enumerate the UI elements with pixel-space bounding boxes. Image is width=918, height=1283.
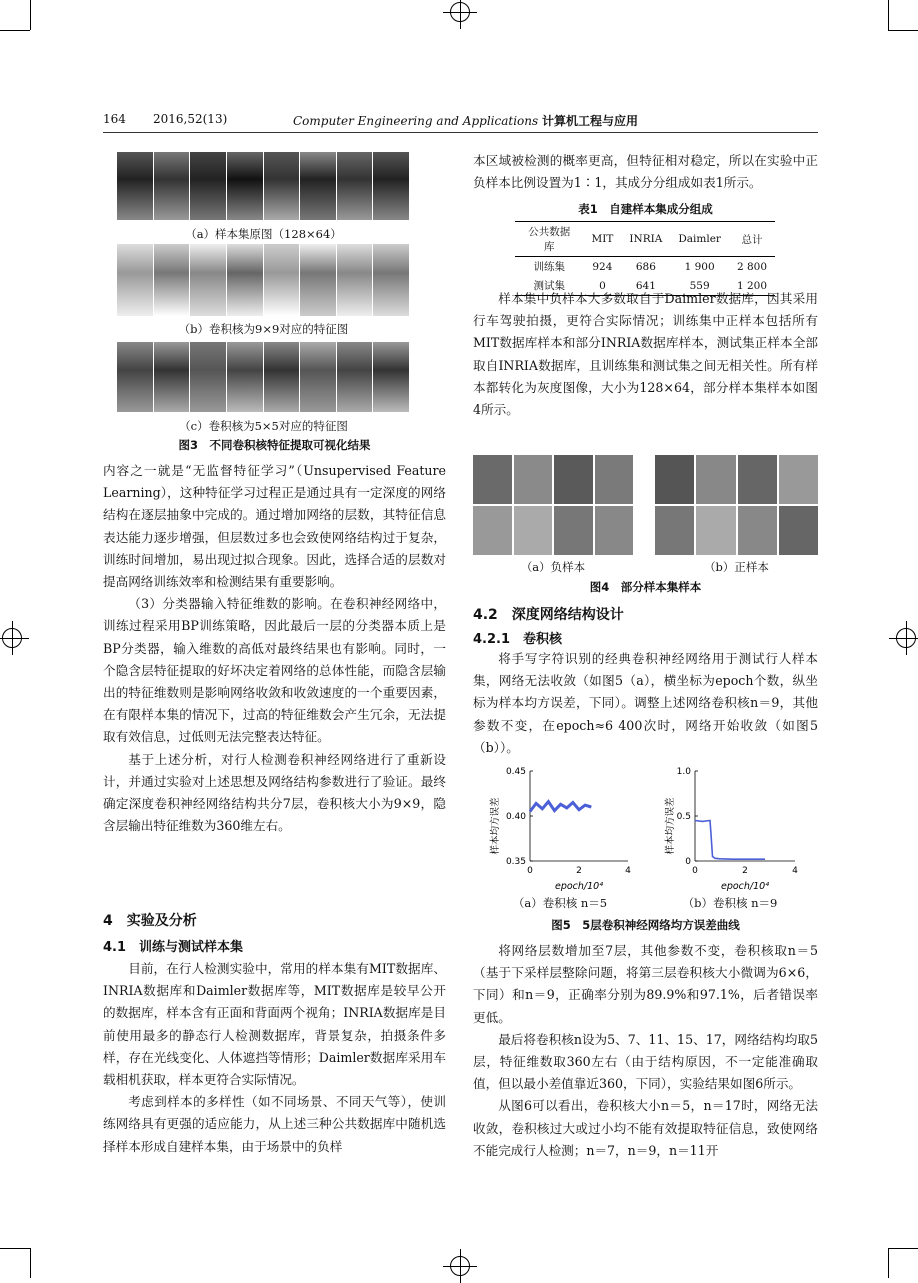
paragraph: 本区域被检测的概率更高，但特征相对稳定，所以在实验中正负样本比例设置为1∶1，其成分分组成如表1所示。 bbox=[473, 153, 818, 191]
fig3b-caption: （b）卷积核为9×9对应的特征图 bbox=[178, 322, 349, 336]
table1 bbox=[515, 221, 775, 296]
f5a-ytick-label: 0.35 bbox=[505, 857, 526, 867]
fig4b-caption: （b）正样本 bbox=[704, 560, 769, 574]
volume-issue: 2016,52(13) bbox=[153, 112, 228, 126]
fig5a-xlabel: epoch/10⁴ bbox=[554, 881, 604, 892]
journal-title bbox=[293, 112, 638, 129]
f5a-xtick-label: 2 bbox=[576, 866, 582, 876]
fig3a-image bbox=[117, 152, 410, 220]
fig4a-caption: （a）负样本 bbox=[520, 560, 586, 574]
crop-mark bbox=[30, 0, 31, 30]
table-header-cell: 公共数据库 bbox=[528, 226, 571, 253]
fig3c-caption: （c）卷积核为5×5对应的特征图 bbox=[179, 419, 348, 433]
crop-mark bbox=[888, 0, 889, 30]
table-cell: 训练集 bbox=[533, 261, 565, 273]
registration-mark bbox=[2, 628, 22, 648]
crop-mark bbox=[30, 1248, 31, 1278]
section-heading-4-2: 4.2 深度网络结构设计 bbox=[473, 607, 624, 623]
table1-title: 表1 自建样本集成分组成 bbox=[578, 202, 713, 216]
fig5b-chart bbox=[655, 766, 815, 896]
right-column-top bbox=[473, 150, 818, 194]
running-header bbox=[103, 112, 818, 133]
crop-mark bbox=[888, 1248, 918, 1249]
journal-title-en: Computer Engineering and Applications bbox=[293, 114, 539, 128]
fig3-caption: 图3 不同卷积核特征提取可视化结果 bbox=[178, 438, 371, 452]
f5b-xtick-label: 0 bbox=[692, 866, 698, 876]
fig3a-caption: （a）样本集原图（128×64） bbox=[185, 227, 342, 241]
table-cell: 测试集 bbox=[533, 280, 565, 292]
crop-mark bbox=[888, 30, 918, 31]
f5a-xtick-label: 4 bbox=[625, 866, 631, 876]
table-cell: 559 bbox=[689, 279, 710, 292]
right-column-mid bbox=[473, 288, 818, 421]
paragraph: 从图6可以看出，卷积核大小n＝5，n＝17时，网络无法收敛，卷积核过大或过小均不能有效提取特征信息，致使网络不能完成行人检测；n＝7，n＝9，n＝11开 bbox=[473, 1098, 818, 1158]
f5a-ytick-label: 0.45 bbox=[505, 767, 526, 777]
fig5b-series bbox=[695, 821, 765, 860]
fig3c-image bbox=[117, 342, 410, 412]
fig5b-ylabel: 样本均方误差 bbox=[665, 797, 676, 855]
f5b-xtick-label: 2 bbox=[742, 866, 748, 876]
paragraph: 目前，在行人检测实验中，常用的样本集有MIT数据库、INRIA数据库和Daimler数据库等，MIT数据库是较早公开的数据库，样本含有正面和背面两个视角；INRIA数据库是目前使用最多的静态行人检测数据库，背景复杂，拍摄条件多样，存在光线变化、人体遮挡等情形；Daimler数据库采用车载相机获取，样本更符合实际情况。 bbox=[103, 961, 446, 1088]
fig4a-image bbox=[473, 455, 633, 555]
table-cell: 2 800 bbox=[736, 260, 767, 273]
page-number: 164 bbox=[103, 112, 126, 126]
fig5a-ylabel: 样本均方误差 bbox=[490, 797, 501, 855]
fig5a-caption: （a）卷积核 n＝5 bbox=[512, 896, 608, 910]
registration-mark bbox=[450, 1256, 470, 1276]
fig5b-xlabel: epoch/10⁴ bbox=[720, 881, 770, 892]
table-cell: 1 900 bbox=[684, 260, 715, 273]
crop-mark bbox=[0, 30, 30, 31]
table-cell: 641 bbox=[635, 279, 656, 292]
table-header-cell: Daimler bbox=[678, 233, 721, 245]
crop-mark bbox=[0, 1248, 30, 1249]
paragraph: 最后将卷积核n设为5、7、11、15、17，网络结构均取5层，特征维数取360左右（由于结构原因，不一定能准确取值，但以最小差值靠近360，下同），实验结果如图6所示。 bbox=[473, 1031, 818, 1092]
paragraph: 内容之一就是“无监督特征学习”（Unsupervised Feature Learning），这种特征学习过程正是通过具有一定深度的网络结构在逐层抽象中完成的。通过增加网络的层数，其特征信息表达能力逐步增强，但层数过多也会致使网络结构过于复杂，训练时间增加，易出现过拟合现象。因此，选择合适的层数对提高网络训练效率和检测结果有重要影响。 bbox=[103, 463, 446, 590]
f5b-ytick-label: 0 bbox=[685, 857, 691, 867]
right-column-conv bbox=[473, 648, 818, 759]
table-cell: 924 bbox=[592, 260, 613, 273]
table-header-row bbox=[515, 222, 775, 257]
table-cell: 0 bbox=[599, 279, 606, 292]
table-row bbox=[515, 257, 775, 277]
paragraph: （3）分类器输入特征维数的影响。在卷积神经网络中，训练过程采用BP训练策略，因此最后一层的分类器本质上是BP分类器，输入维数的高低对最终结果也有影响。同时，一个隐含层特征提取的好坏决定着网络的总体性能，而隐含层输出的特征维数则是影响网络收敛和收敛速度的一个重要因素，在有限样本集的情况下，过高的特征维数会产生冗余，无法提取有效信息，过低则无法完整表达特征。 bbox=[103, 596, 446, 745]
journal-title-cn: 计算机工程与应用 bbox=[541, 114, 638, 128]
section-heading-4: 4 实验及分析 bbox=[103, 913, 197, 929]
table-cell: 686 bbox=[635, 260, 656, 273]
table-cell: 1 200 bbox=[736, 279, 767, 292]
f5b-ytick-label: 0.5 bbox=[676, 812, 691, 822]
fig5a-series bbox=[530, 802, 591, 812]
section-heading-4-1: 4.1 训练与测试样本集 bbox=[103, 940, 244, 955]
table-header-cell: INRIA bbox=[629, 233, 663, 245]
registration-mark bbox=[896, 628, 916, 648]
fig3b-image bbox=[117, 244, 410, 316]
f5a-xtick-label: 0 bbox=[527, 866, 533, 876]
paragraph: 将手写字符识别的经典卷积神经网络用于测试行人样本集，网络无法收敛（如图5（a），横坐标为epoch个数，纵坐标为样本均方误差，下同）。调整上述网络卷积核n＝9，其他参数不变，在epoch≈6 400次时，网络开始收敛（如图5（b））。 bbox=[473, 651, 818, 755]
f5a-ytick-label: 0.40 bbox=[505, 812, 526, 822]
table-header-cell: 总计 bbox=[741, 233, 763, 246]
f5b-xtick-label: 4 bbox=[792, 866, 798, 876]
paragraph: 考虑到样本的多样性（如不同场景、不同天气等），使训练网络具有更强的适应能力，从上述三种公共数据库中随机选择样本形成自建样本集，由于场景中的负样 bbox=[103, 1094, 446, 1154]
paragraph: 样本集中负样本大多数取自于Daimler数据库，因其采用行车驾驶拍摄，更符合实际情况；训练集中正样本包括所有MIT数据库样本和部分INRIA数据库样本，测试集正样本全部取自INRIA数据库，且训练集和测试集之间无相关性。所有样本都转化为灰度图像，大小为128×64，部分样本集样本如图4所示。 bbox=[473, 291, 818, 418]
crop-mark bbox=[888, 1248, 889, 1278]
left-column bbox=[103, 460, 446, 837]
fig5b-caption: （b）卷积核 n＝9 bbox=[682, 896, 778, 910]
registration-mark bbox=[450, 2, 470, 22]
section-heading-4-2-1: 4.2.1 卷积核 bbox=[473, 632, 563, 647]
right-column-bottom bbox=[473, 940, 818, 1162]
fig5a-chart bbox=[480, 766, 640, 896]
fig4b-image bbox=[655, 455, 818, 555]
left-column-lower bbox=[103, 958, 446, 1158]
paragraph: 将网络层数增加至7层，其他参数不变，卷积核取n＝5（基于下采样层整除问题，将第三层卷积核大小微调为6×6，下同）和n＝9，正确率分别为89.9%和97.1%，后者错误率更低。 bbox=[473, 943, 818, 1025]
fig4-caption: 图4 部分样本集样本 bbox=[589, 580, 702, 594]
f5b-ytick-label: 1.0 bbox=[676, 767, 691, 777]
table-header-cell: MIT bbox=[591, 233, 614, 245]
paragraph: 基于上述分析，对行人检测卷积神经网络进行了重新设计，并通过实验对上述思想及网络结构参数进行了验证。最终确定深度卷积神经网络结构共分7层，卷积核大小为9×9，隐含层输出特征维数为360维左右。 bbox=[103, 751, 446, 834]
fig5-caption: 图5 5层卷积神经网络均方误差曲线 bbox=[551, 918, 740, 932]
